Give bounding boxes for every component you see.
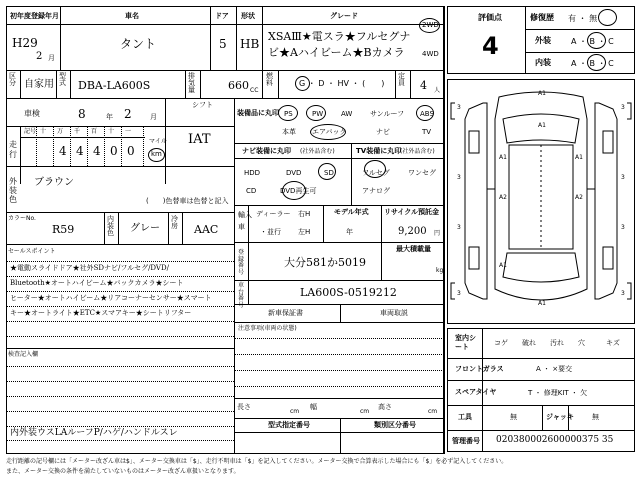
interior-grade-options: A ・ B ・ C [571, 59, 614, 68]
inspection-year-unit: 年 [106, 113, 113, 121]
side-label-2: 3 [621, 104, 625, 111]
recycle-value: 9,200 [398, 226, 427, 237]
mark-left-door: A2 [499, 194, 507, 201]
name-label: 車名 [125, 12, 139, 20]
equipment-option: AW [341, 110, 353, 118]
recycle-unit: 円 [434, 230, 441, 237]
import-label-2: 車 [238, 223, 245, 231]
max-load-unit: kg [436, 267, 444, 274]
odometer-digit: 0 [110, 144, 118, 158]
repair-label: 修復歴 [530, 13, 554, 22]
navi-option: HDD [244, 169, 261, 177]
sheet-option: コゲ [494, 339, 508, 347]
mgmt-value: 020380002600000375 35 [496, 435, 614, 445]
grade-line1: XSAⅢ★電スラ★フルセグナ [268, 30, 411, 43]
drive-2wd: 2WD [422, 21, 439, 29]
interior-color-label: 内装色 [107, 215, 114, 237]
odometer-digit-label: 十 [108, 128, 115, 135]
sheet-option: 穴 [578, 339, 585, 347]
glass-label: フロントガラス [455, 365, 504, 373]
jack-value: 無 [592, 413, 599, 421]
reg-year-label: 初年度登録年月 [10, 12, 59, 20]
odometer-digit: 4 [76, 144, 84, 158]
navi-selected-circle [318, 163, 336, 180]
odometer-digit-label: 百 [91, 128, 98, 135]
sales-point-line: Bluetooth★オートハイビーム★バックカメラ★シート [10, 279, 184, 287]
notes-label: 注意事項(車両の状態) [238, 325, 297, 332]
footer-line-2: また、メーター交換の条件を満たしていないものはメーター改ざん車扱いとなります。 [6, 468, 240, 475]
mark-front: A1 [538, 90, 546, 97]
sales-point-line: ヒーター★オートハイビーム★リアコーナーセンサー★スマート [10, 294, 212, 302]
fuel-options: G ・ D ・ HV ・ ( ) [299, 79, 385, 88]
drive-4wd: 4WD [422, 50, 439, 58]
odometer-digit: 4 [59, 144, 67, 158]
length-label: 長さ [237, 403, 251, 411]
inspector-note: 内外装ウスLAルーフP/ハゲ/ハンドルスレ [10, 428, 178, 438]
equipment-option: ナビ [376, 128, 390, 136]
mark-left-front: A1 [499, 154, 507, 161]
odometer-digit-label: 十 [40, 128, 47, 135]
exterior-color-note: ( )色替車は色替と記入 [146, 197, 229, 205]
chassis-value: LA600S-0519212 [300, 286, 397, 299]
recycle-label: リサイクル預託金 [384, 208, 440, 216]
odometer-digit-label: 記号 [24, 128, 37, 135]
tools-label: 工具 [458, 413, 472, 421]
tools-value: 無 [510, 413, 517, 421]
equipment-option: 本革 [282, 128, 296, 136]
car-name: タント [120, 37, 157, 51]
class-number-label: 類別区分番号 [374, 421, 416, 429]
warranty-label: 新車保証書 [268, 309, 303, 317]
grade-label: グレード [330, 12, 358, 20]
capacity-label: 定員 [398, 72, 405, 87]
navi-option: SD [324, 169, 334, 177]
grade-line2: ビ★Aハイビーム★Bカメラ [268, 46, 405, 59]
sheet-option: キズ [606, 339, 620, 347]
interior-b-circle [587, 54, 606, 71]
sales-point-line: キー★オートライト★ETC★スマアキー★シートリフター [10, 309, 192, 317]
mark-hood: A1 [538, 122, 546, 129]
side-label-4: 3 [621, 174, 625, 181]
inspection-month: 2 [124, 107, 132, 121]
rear-window [503, 253, 579, 282]
equipment-selected-circle [306, 105, 326, 121]
max-load-label: 最大積載量 [396, 245, 431, 253]
mileage-label: 走行 [9, 140, 17, 159]
inspection-label: 車検 [24, 109, 40, 118]
glass-options: A ・ ×要交 [536, 365, 573, 373]
reg-era: H29 [12, 36, 38, 50]
spare-options: T ・ 修理KIT ・ 欠 [528, 389, 588, 397]
height-unit: cm [428, 408, 438, 415]
interior-grade-label: 内装 [535, 58, 551, 67]
ac-value: AAC [194, 223, 219, 236]
airbag-circle [310, 124, 346, 140]
side-label-6: 3 [621, 224, 625, 231]
interior-color-value: グレー [130, 223, 160, 234]
mgmt-label: 管理番号 [452, 437, 480, 445]
exterior-grade-label: 外装 [535, 36, 551, 45]
spare-label: スペアタイヤ [455, 388, 497, 396]
side-label-8: 3 [621, 290, 625, 297]
km-unit: km [151, 150, 162, 158]
side-label-1: 3 [457, 104, 461, 111]
use-type: 自家用 [24, 79, 54, 90]
shift-value: IAT [188, 132, 211, 147]
import-dealer: ディーラー [256, 210, 291, 218]
sheet-label: 室内シート [455, 334, 476, 352]
height-label: 高さ [378, 403, 392, 411]
navi-option: DVD再生可 [280, 187, 317, 195]
wheel-rl [469, 247, 479, 269]
shape-label: 形状 [241, 12, 255, 20]
right-hand: 右H [298, 210, 311, 218]
registration-label: 登録番号 [238, 249, 245, 276]
wheel-fr [603, 131, 613, 153]
width-unit: cm [360, 408, 370, 415]
sheet-option: 汚れ [550, 339, 564, 347]
side-label-3: 3 [457, 174, 461, 181]
length-unit: cm [290, 408, 300, 415]
mark-right-door: A2 [575, 194, 583, 201]
mile-label: マイル [149, 138, 167, 145]
wheel-fl [469, 131, 479, 153]
inspector-label: 検査記入欄 [8, 351, 39, 358]
equipment-selected-circle [278, 105, 298, 121]
kubun-label: 区分 [9, 72, 16, 87]
door-label: ドア [215, 12, 229, 20]
jack-label: ジャッキ [546, 413, 574, 421]
tv-label: TV装備に丸印 [356, 147, 402, 155]
sheet-option: 破れ [522, 339, 536, 347]
displacement-value: 660 [228, 79, 249, 92]
repair-options: 有 ・ 無 [568, 14, 598, 23]
exterior-b-circle [587, 32, 606, 49]
tv-option: フルセグ [362, 169, 390, 177]
tv-option: アナログ [362, 187, 390, 195]
car-diagram [447, 79, 635, 324]
navi-selected-circle [282, 181, 306, 200]
wheel-rr [603, 247, 613, 269]
equipment-option: PS [284, 110, 293, 118]
odometer-digit-label: 万 [57, 128, 64, 135]
shift-label: シフト [192, 101, 213, 109]
left-side-profile [465, 103, 487, 299]
equipment-option: エアバック [312, 128, 347, 136]
model-code: DBA-LA600S [78, 79, 151, 92]
reg-month-unit: 月 [48, 54, 55, 62]
model-label: 型式 [59, 72, 66, 87]
tv-sub: (社外品含む) [400, 148, 435, 155]
capacity-value: 4 [420, 79, 427, 92]
navi-option: CD [246, 187, 257, 195]
eval-label: 評価点 [478, 13, 502, 22]
navi-option: DVD [286, 169, 302, 177]
exterior-color-label: 外装色 [9, 177, 17, 204]
left-hand: 左H [298, 228, 311, 236]
chassis-label: 車台番号 [238, 282, 245, 309]
manual-label: 車両取説 [380, 309, 408, 317]
equipment-option: TV [422, 128, 432, 136]
width-label: 幅 [310, 403, 317, 411]
import-label: 輸入 [238, 211, 252, 219]
footer-line-1: 走行距離の記号欄には「メーター改ざん車は$」、メーター交換車は「$」、走行不明車は「$」を記入してください。メーター交換で合算表示した場合にも「$」を必ず記入してください。 [6, 458, 508, 465]
navi-sub: (社外品含む) [300, 148, 335, 155]
sales-point-line: ★電動スライドドア★社外SDナビ/フルセグ/DVD/ [10, 264, 169, 272]
equipment-option: ABS [420, 110, 434, 118]
mark-rear: A1 [538, 300, 546, 307]
model-year-unit: 年 [346, 228, 353, 236]
odometer-digit: 4 [93, 144, 101, 158]
sales-point-label: セールスポイント [8, 248, 56, 255]
odometer-digit-label: 一 [125, 128, 132, 135]
exterior-color-value: ブラウン [34, 177, 74, 188]
inspection-month-unit: 月 [150, 113, 157, 121]
equipment-option: PW [312, 110, 324, 118]
cc-unit: CC [250, 87, 259, 94]
door-count: 5 [219, 37, 227, 51]
reg-month: 2 [36, 51, 43, 62]
tv-option: ワンセグ [408, 169, 436, 177]
navi-label: ナビ装備に丸印 [242, 147, 291, 155]
odometer-digit: 0 [127, 144, 135, 158]
body-shape: HB [240, 37, 260, 51]
type-number-label: 型式指定番号 [268, 421, 310, 429]
ac-label: 冷房 [171, 215, 178, 230]
registration-value: 大分581か5019 [284, 256, 366, 269]
exterior-grade-options: A ・ B ・ C [571, 37, 614, 46]
odometer-digit-label: 千 [74, 128, 81, 135]
color-code-label: カラーNo. [8, 215, 36, 222]
equipment-selected-circle [416, 105, 434, 121]
repair-none-circle [598, 9, 617, 26]
capacity-unit: 人 [434, 87, 441, 94]
color-code-value: R59 [52, 223, 75, 236]
displacement-label: 排気量 [188, 72, 195, 94]
model-year-label: モデル年式 [334, 208, 369, 216]
inspection-year: 8 [78, 107, 86, 121]
import-parallel: ・並行 [260, 228, 281, 236]
mark-right-front: A1 [575, 154, 583, 161]
side-label-5: 3 [457, 224, 461, 231]
equipment-option: サンルーフ [370, 110, 405, 118]
eval-score: 4 [482, 32, 499, 60]
equipment-label: 装備品に丸印 [237, 109, 279, 117]
fuel-label: 燃料 [266, 72, 273, 87]
tv-selected-circle [364, 160, 386, 178]
side-label-7: 3 [457, 290, 461, 297]
mark-left-rear: A1 [499, 262, 507, 269]
right-side-profile [595, 103, 617, 299]
